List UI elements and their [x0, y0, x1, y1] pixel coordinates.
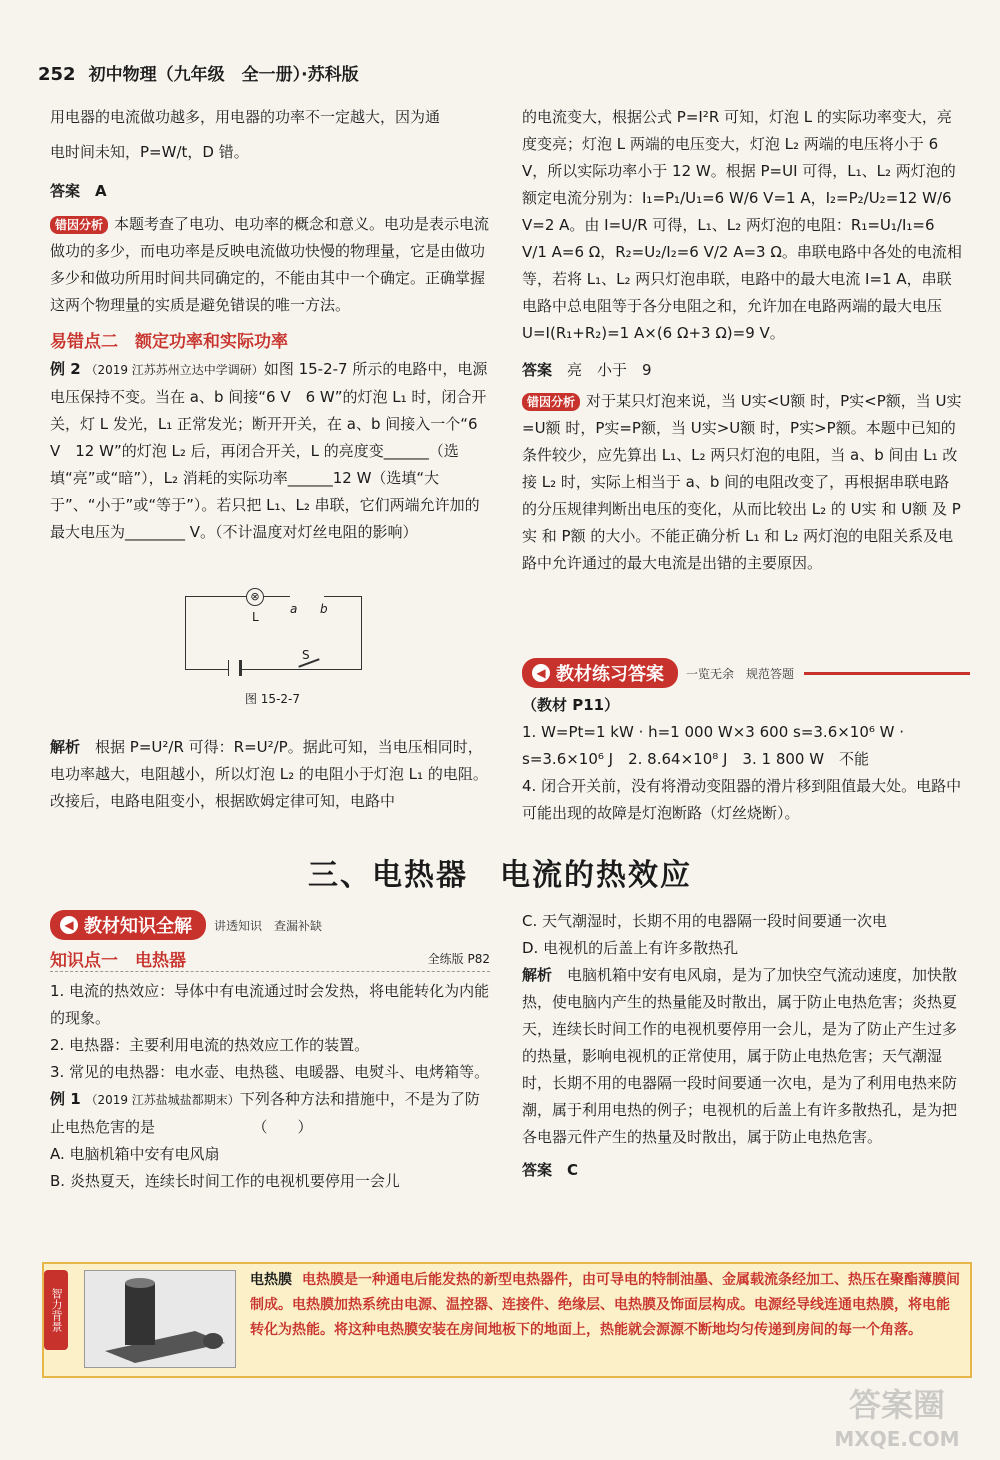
- option-a: A. 电脑机箱中安有电风扇: [50, 1145, 220, 1163]
- error-point-2-title: 易错点二 额定功率和实际功率: [50, 332, 288, 352]
- textbook-ref: （教材 P11）: [522, 696, 620, 714]
- analysis-label: 解析: [50, 738, 81, 756]
- intro-line-2: 电时间未知，P=W/t，D 错。: [50, 143, 249, 161]
- kp-item-3: 3. 常见的电热器：电水壶、电热毯、电暖器、电熨斗、电烤箱等。: [50, 1063, 490, 1081]
- textbook-answer-1-3: 1. W=Pt=1 kW · h=1 000 W×3 600 s=3.6×10⁶ W · s=3.6×10⁶ J 2. 8.64×10⁸ J 3. 1 800 W 不能: [522, 723, 905, 768]
- book-title: 初中物理（九年级 全一册）·苏科版: [88, 65, 359, 85]
- switch-label: S: [302, 648, 310, 662]
- textbook-answers-section: [522, 660, 970, 827]
- section-title: 三、电热器 电流的热效应: [308, 858, 692, 893]
- banner-subtitle: 一览无余 规范答题: [686, 666, 795, 681]
- side-tag: 智力背景: [44, 1270, 68, 1350]
- figure-caption: 图 15-2-7: [244, 692, 300, 706]
- textbook-answers-banner: [522, 660, 970, 686]
- battery-icon: [228, 660, 242, 676]
- answer-value: A: [95, 182, 107, 200]
- example-2-text: 如图 15-2-7 所示的电路中，电源电压保持不变。当在 a、b 间接“6 V 6 W”的灯泡 L₁ 时，闭合开关，灯 L 发光，L₁ 正常发光；断开开关，在 a、b 间接入一个“6 V 12 W”的灯泡 L₂ 后，再闭合开关，L 的亮度变______（选填“亮”或“暗”），L₂ 消耗的实际功率______12 W（选填“大于”、“小于”或“等于”）。若只把 L₁、L₂ 串联，它们两端允许加的最大电压为________ V。（不计温度对灯丝电阻的影响）: [50, 360, 488, 541]
- option-b: B. 炎热夏天，连续长时间工作的电视机要停用一会儿: [50, 1172, 400, 1190]
- watermark-line-2: MXQE.COM: [834, 1427, 960, 1451]
- error-analysis-text: 本题考查了电功、电功率的概念和意义。电功是表示电流做功的多少，而电功率是反映电流做功快慢的物理量，它是由做功多少和做功所用时间共同确定的，不能由其中一个确定。正确掌握这两个物理量的实质是避免错误的唯一方法。: [50, 215, 490, 314]
- heating-film-text: 电热膜是一种通电后能发热的新型电热器件，由可导电的特制油墨、金属载流条经加工、热压在聚酯薄膜间制成。电热膜加热系统由电源、温控器、连接件、绝缘层、电热膜及饰面层构成。电源经导线连通电热膜，将电能转化为热能。将这种电热膜安装在房间地板下的地面上，热能就会源源不断地均匀传递到房间的每一个角落。: [250, 1272, 960, 1338]
- left-column-analysis: [50, 734, 490, 815]
- heating-film-paragraph: [250, 1268, 960, 1343]
- watermark-line-1: 答案圈: [848, 1386, 945, 1424]
- analysis-label-3: 解析: [522, 966, 553, 984]
- watermark: [812, 1388, 982, 1458]
- answer-2-label: 答案: [522, 361, 553, 379]
- knowledge-banner: [50, 912, 490, 938]
- error-analysis-text-2: 对于某只灯泡来说，当 U实<U额 时，P实<P额，当 U实=U额 时，P实=P额，当 U实>U额 时，P实>P额。本题中已知的条件较少，应先算出 L₁、L₂ 两只灯泡的电阻，当 a、b 间由 L₁ 改接 L₂ 时，实际上相当于 a、b 间的电阻改变了，再根据串联电路的分压规律判断出电压的变化，从而比较出 L₂ 的 U实 和 U额 及 P实 和 P额 的大小。不能正确分析 L₁ 和 L₂ 两灯泡的电阻关系及电路中允许通过的最大电流是出错的主要原因。: [522, 392, 962, 572]
- lamp-icon: ⊗: [246, 588, 264, 606]
- option-c: C. 天气潮湿时，长期不用的电器隔一段时间要通一次电: [522, 912, 888, 930]
- left-column-upper: [50, 104, 490, 546]
- answer-label: 答案: [50, 182, 81, 200]
- error-analysis-tag-2: 错因分析: [522, 393, 580, 411]
- practice-ref: 全练版 P82: [427, 952, 490, 966]
- example-2-source: （2019 江苏苏州立达中学调研）: [85, 363, 264, 377]
- terminal-a-label: a: [290, 602, 298, 616]
- answer-3-label: 答案: [522, 1161, 553, 1179]
- analysis-continued: 的电流变大，根据公式 P=I²R 可知，灯泡 L 的实际功率变大，亮度变亮；灯泡 L 两端的电压变大，灯泡 L₂ 两端的电压将小于 6 V，所以实际功率小于 12 W。根据 P=UI 可得，L₁、L₂ 两灯泡的额定电流分别为：I₁=P₁/U₁=6 W/6 V=1 A，I₂=P₂/U₂=12 W/6 V=2 A。由 I=U/R 可得，L₁、L₂ 两灯泡的电阻：R₁=U₁/I₁=6 V/1 A=6 Ω，R₂=U₂/I₂=6 V/2 A=3 Ω。串联电路中各处的电流相等，若将 L₁、L₂ 两只灯泡串联，电路中的最大电流 I=1 A，串联电路中总电阻等于各分电阻之和，允许加在电路两端的最大电压 U=I(R₁+R₂)=1 A×(6 Ω+3 Ω)=9 V。: [522, 108, 962, 342]
- error-analysis-tag: 错因分析: [50, 216, 108, 234]
- heating-film-photo: [84, 1270, 236, 1368]
- knowledge-banner-title: 教材知识全解: [84, 916, 192, 937]
- intro-line-1: 用电器的电流做功越多，用电器的功率不一定越大，因为通: [50, 108, 441, 126]
- kp-item-2: 2. 电热器：主要利用电流的热效应工作的装置。: [50, 1036, 370, 1054]
- kp-item-1: 1. 电流的热效应：导体中有电流通过时会发热，将电能转化为内能的现象。: [50, 982, 490, 1027]
- page-header: [38, 60, 359, 85]
- answer-2-value: 亮 小于 9: [567, 361, 652, 379]
- speaker-icon: ◀: [532, 664, 550, 682]
- section3-left: [50, 912, 490, 1195]
- analysis-text: 根据 P=U²/R 可得：R=U²/P。据此可知，当电压相同时，电功率越大，电阻越小，所以灯泡 L₂ 的电阻小于灯泡 L₁ 的电阻。改接后，电路电阻变小，根据欧姆定律可知，电路中: [50, 738, 488, 810]
- circuit-diagram: [185, 596, 362, 670]
- example-1-source: （2019 江苏盐城盐都期末）: [85, 1093, 240, 1107]
- example-1-label: 例 1: [50, 1090, 81, 1108]
- lamp-label: L: [252, 610, 259, 624]
- answer-3-value: C: [567, 1161, 579, 1179]
- gap-ab: [290, 594, 324, 599]
- banner-title: 教材练习答案: [556, 664, 664, 685]
- analysis-text-3: 电脑机箱中安有电风扇，是为了加快空气流动速度，加快散热，使电脑内产生的热量能及时散出，属于防止电热危害；炎热夏天，连续长时间工作的电视机要停用一会儿，是为了防止产生过多的热量，影响电视机的正常使用，属于防止电热危害；天气潮湿时，长期不用的电器隔一段时间要通一次电，是为了利用电热来防潮，属于利用电热的例子；电视机的后盖上有许多散热孔，是为把各电器元件产生的热量及时散出，属于防止电热危害。: [522, 966, 958, 1146]
- knowledge-banner-subtitle: 讲透知识 查漏补缺: [214, 918, 323, 933]
- page-number: 252: [38, 64, 76, 85]
- section3-right: [522, 908, 962, 1184]
- heating-film-term: 电热膜: [250, 1272, 292, 1288]
- example-2-label: 例 2: [50, 360, 81, 378]
- option-d: D. 电视机的后盖上有许多散热孔: [522, 939, 739, 957]
- example-1-text: 下列各种方法和措施中，不是为了防止电热危害的是 （ ）: [50, 1090, 480, 1136]
- heating-film-roll-icon: [85, 1271, 235, 1367]
- right-column-upper: [522, 104, 962, 577]
- speaker-icon-2: ◀: [60, 916, 78, 934]
- terminal-b-label: b: [320, 602, 328, 616]
- knowledge-point-1: 知识点一 电热器: [50, 951, 186, 971]
- textbook-answer-4: 4. 闭合开关前，没有将滑动变阻器的滑片移到阻值最大处。电路中可能出现的故障是灯泡断路（灯丝烧断）。: [522, 777, 962, 822]
- banner-rule: [804, 672, 970, 675]
